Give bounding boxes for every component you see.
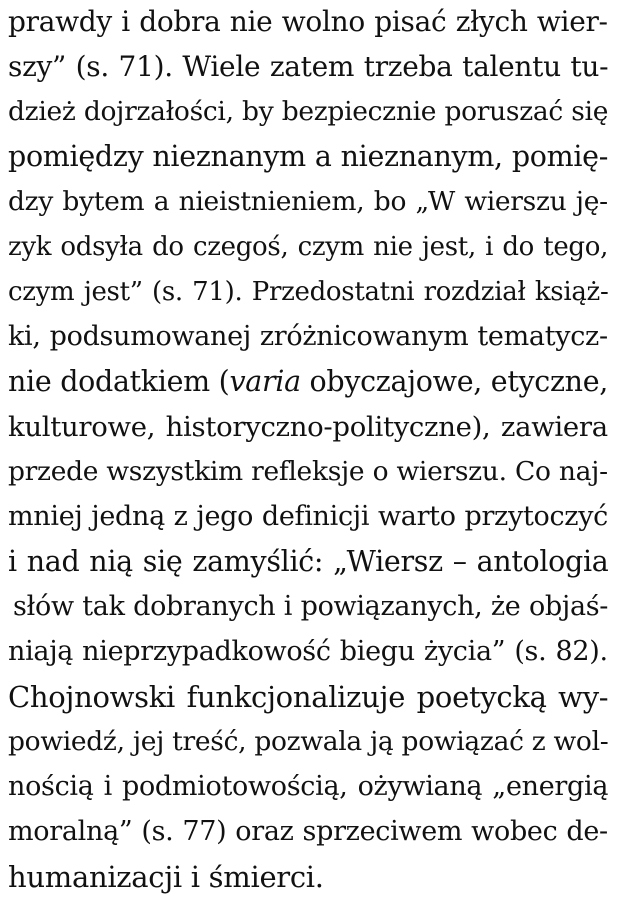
text-line: kulturowe, historyczno-polityczne), zawiera [8,411,608,443]
text-segment: nie dodatkiem ( [8,365,230,398]
text-line: dzież dojrzałości, by bezpiecznie poruszać się [8,96,609,127]
text-line: dzy bytem a nieistnieniem, bo „W wierszu ję- [8,186,608,217]
text-line: szy” (s. 71). Wiele zatem trzeba talentu tu- [8,50,609,83]
text-line: Chojnowski funkcjonalizuje poetycką wy- [8,680,609,714]
text-line: i nad nią się zamyślić: „Wiersz – antologia [8,545,609,578]
text-line: nością i podmiotowością, ożywianą „energią [8,771,609,802]
text-line: przede wszystkim refleksje o wierszu. Co naj- [8,456,608,487]
text-line-with-italic [8,358,608,406]
italic-term: varia [229,365,301,398]
text-line: czym jest” (s. 71). Przedostatni rozdział książ- [8,277,609,307]
text-line: prawdy i dobra nie wolno pisać złych wier- [8,5,608,38]
text-line: zyk odsyła do czegoś, czym nie jest, i do tego, [8,232,609,262]
text-page [8,0,608,900]
text-line: mniej jedną z jego definicji warto przytoczyć [8,501,608,532]
text-line: humanizacji i śmierci. [8,860,324,894]
text-line: powiedź, jej treść, pozwala ją powiązać z wol- [8,726,609,757]
text-line: ki, podsumowanej zróżnicowanym tematycz- [8,321,608,352]
text-line: moralną” (s. 77) oraz sprzeciwem wobec de- [8,816,608,847]
text-segment: obyczajowe, etyczne, [300,365,609,398]
text-line: niają nieprzypadkowość biegu życia” (s. 82). [8,636,608,667]
text-line: pomiędzy nieznanym a nieznanym, pomię- [8,140,609,173]
text-line: słów tak dobranych i powiązanych, że objaś- [13,591,609,622]
